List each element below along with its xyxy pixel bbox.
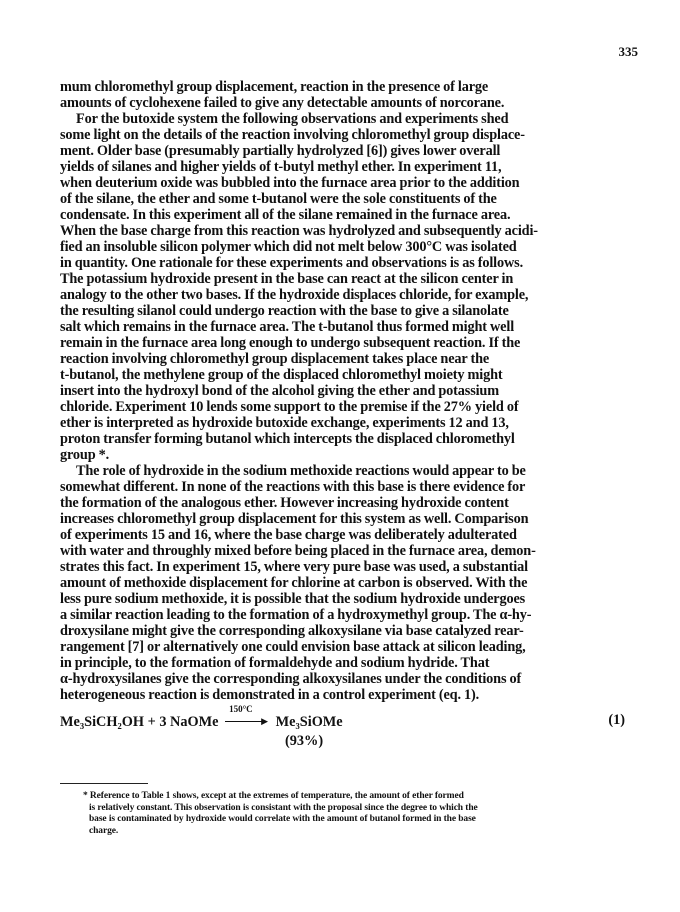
text-line: ment. Older base (presumably partially hydrolyzed [6]) gives lower overall bbox=[60, 143, 501, 159]
equation-yield: (93%) bbox=[285, 733, 324, 749]
text-line: less pure sodium methoxide, it is possible that the sodium hydroxide undergoes bbox=[60, 591, 526, 607]
text-line: of experiments 15 and 16, where the base charge was deliberately adulterated bbox=[60, 527, 517, 543]
text-line: The potassium hydroxide present in the base can react at the silicon center in bbox=[60, 271, 514, 287]
text-line: analogy to the other two bases. If the hydroxide displaces chloride, for example, bbox=[60, 287, 529, 303]
arrow-head-icon: ▶ bbox=[261, 716, 268, 726]
text-line: with water and throughly mixed before being placed in the furnace area, demon- bbox=[60, 543, 536, 559]
equation-reactants: Me₃SiCH₂OH + 3 NaOMe bbox=[60, 714, 219, 730]
paragraph bbox=[60, 463, 643, 703]
text-line: The role of hydroxide in the sodium methoxide reactions would appear to be bbox=[76, 463, 526, 479]
footnote-divider bbox=[60, 783, 148, 784]
text-line: somewhat different. In none of the reactions with this base is there evidence for bbox=[60, 479, 526, 495]
text-line: salt which remains in the furnace area. The t-butanol thus formed might well bbox=[60, 319, 515, 335]
text-line: the formation of the analogous ether. However increasing hydroxide content bbox=[60, 495, 509, 511]
text-line: t-butanol, the methylene group of the displaced chloromethyl moiety might bbox=[60, 367, 503, 383]
footnote-line: charge. bbox=[89, 825, 119, 836]
text-line: insert into the hydroxyl bond of the alcohol giving the ether and potassium bbox=[60, 383, 499, 399]
text-line: when deuterium oxide was bubbled into the furnace area prior to the addition bbox=[60, 175, 520, 191]
text-line: increases chloromethyl group displacement for this system as well. Comparison bbox=[60, 511, 529, 527]
paragraph bbox=[60, 79, 643, 111]
text-line: mum chloromethyl group displacement, reaction in the presence of large bbox=[60, 79, 489, 95]
text-line: α-hydroxysilanes give the corresponding alkoxysilanes under the conditions of bbox=[60, 671, 522, 687]
text-line: group *. bbox=[60, 447, 110, 463]
text-line: the resulting silanol could undergo reaction with the base to give a silanolate bbox=[60, 303, 509, 319]
text-line: yields of silanes and higher yields of t-butyl methyl ether. In experiment 11, bbox=[60, 159, 502, 175]
footnote-line: * Reference to Table 1 shows, except at the extremes of temperature, the amount of ether formed bbox=[83, 791, 464, 801]
equation-number: (1) bbox=[608, 712, 625, 728]
text-line: When the base charge from this reaction was hydrolyzed and subsequently acidi- bbox=[60, 223, 538, 239]
text-line: amount of methoxide displacement for chlorine at carbon is observed. With the bbox=[60, 575, 528, 591]
equation-expression bbox=[60, 704, 343, 731]
text-line: heterogeneous reaction is demonstrated in a control experiment (eq. 1). bbox=[60, 687, 480, 703]
footnote-line: base is contaminated by hydroxide would correlate with the amount of butanol formed in the base bbox=[89, 814, 476, 824]
text-line: chloride. Experiment 10 lends some support to the premise if the 27% yield of bbox=[60, 399, 519, 415]
text-line: remain in the furnace area long enough to undergo subsequent reaction. If the bbox=[60, 335, 521, 351]
paragraph bbox=[60, 111, 643, 463]
page-number: 335 bbox=[618, 44, 638, 59]
text-line: fied an insoluble silicon polymer which did not melt below 300°C was isolated bbox=[60, 239, 517, 255]
footnote-line: is relatively constant. This observation is consistant with the proposal since the degree to which the bbox=[89, 802, 478, 813]
text-line: amounts of cyclohexene failed to give any detectable amounts of norcorane. bbox=[60, 95, 505, 111]
text-line: in quantity. One rationale for these experiments and observations is as follows. bbox=[60, 255, 523, 271]
text-line: reaction involving chloromethyl group displacement takes place near the bbox=[60, 351, 490, 367]
text-line: droxysilane might give the corresponding alkoxysilane via base catalyzed rear- bbox=[60, 623, 524, 639]
text-line: strates this fact. In experiment 15, where very pure base was used, a substantial bbox=[60, 559, 528, 575]
text-line: For the butoxide system the following observations and experiments shed bbox=[76, 111, 509, 127]
equation-product: Me₃SiOMe bbox=[275, 714, 343, 730]
reaction-arrow bbox=[225, 704, 269, 726]
text-line: of the silane, the ether and some t-butanol were the sole constituents of the bbox=[60, 191, 497, 207]
text-line: some light on the details of the reaction involving chloromethyl group displace- bbox=[60, 127, 525, 143]
text-line: rangement [7] or alternatively one could envision base attack at silicon leading, bbox=[60, 639, 526, 655]
text-line: a similar reaction leading to the formation of a hydroxymethyl group. The α-hy- bbox=[60, 607, 532, 623]
text-line: ether is interpreted as hydroxide butoxide exchange, experiments 12 and 13, bbox=[60, 415, 509, 431]
text-line: in principle, to the formation of formaldehyde and sodium hydride. That bbox=[60, 655, 490, 671]
equation-1 bbox=[60, 704, 643, 752]
arrow-shaft bbox=[225, 721, 263, 722]
text-line: proton transfer forming butanol which intercepts the displaced chloromethyl bbox=[60, 431, 515, 447]
footnote bbox=[83, 791, 643, 837]
body-text bbox=[60, 79, 643, 703]
reaction-condition: 150°C bbox=[229, 704, 253, 714]
text-line: condensate. In this experiment all of the silane remained in the furnace area. bbox=[60, 207, 511, 223]
